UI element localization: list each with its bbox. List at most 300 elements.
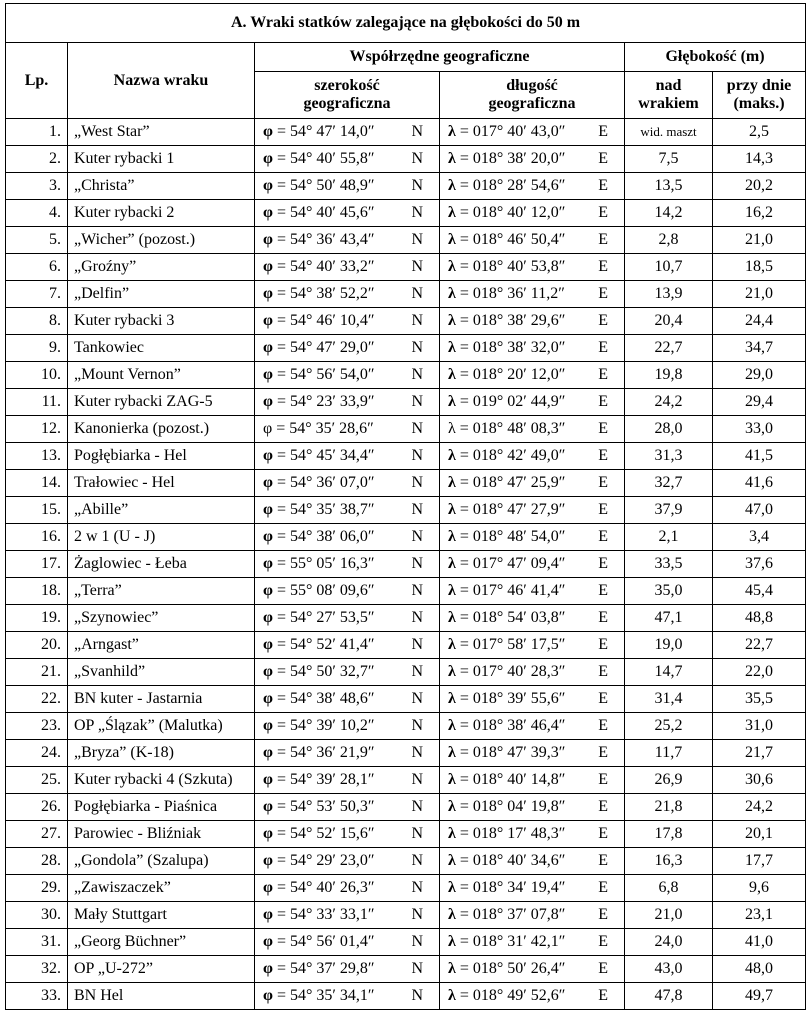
longitude-value: λ = 018° 28′ 54,6″ <box>448 177 566 194</box>
longitude-value: λ = 018° 37′ 07,8″ <box>448 906 566 923</box>
longitude-value: λ = 018° 34′ 19,4″ <box>448 879 566 896</box>
hemisphere-letter: E <box>598 582 608 599</box>
depth-at-bottom: 16,2 <box>713 200 806 227</box>
longitude-cell <box>440 443 625 470</box>
longitude-cell <box>440 497 625 524</box>
latitude-value: φ = 54° 53′ 50,3″ <box>263 798 375 815</box>
latitude-value: φ = 54° 47′ 14,0″ <box>263 123 375 140</box>
longitude-value: λ = 018° 42′ 49,0″ <box>448 447 566 464</box>
hemisphere-letter: N <box>411 960 423 977</box>
latitude-value: φ = 54° 46′ 10,4″ <box>263 312 375 329</box>
table-row <box>6 794 806 821</box>
depth-above-wreck: 10,7 <box>625 254 713 281</box>
hemisphere-letter: E <box>598 339 608 356</box>
table-title: A. Wraki statków zalegające na głębokości do 50 m <box>6 4 806 43</box>
row-number: 16. <box>6 524 68 551</box>
table-row <box>6 659 806 686</box>
hemisphere-letter: N <box>411 231 423 248</box>
table-row <box>6 416 806 443</box>
hemisphere-letter: E <box>598 879 608 896</box>
hemisphere-letter: N <box>411 312 423 329</box>
depth-at-bottom: 49,7 <box>713 983 806 1010</box>
latitude-value: φ = 54° 39′ 28,1″ <box>263 771 375 788</box>
latitude-cell <box>255 740 440 767</box>
longitude-value: λ = 018° 31′ 42,1″ <box>448 933 566 950</box>
depth-above-wreck: 14,7 <box>625 659 713 686</box>
latitude-value: φ = 54° 35′ 28,6″ <box>263 420 374 437</box>
hemisphere-letter: N <box>411 366 423 383</box>
hemisphere-letter: E <box>598 285 608 302</box>
wreck-name: Trałowiec - Hel <box>68 470 255 497</box>
depth-above-wreck: 26,9 <box>625 767 713 794</box>
hemisphere-letter: E <box>598 690 608 707</box>
latitude-cell <box>255 578 440 605</box>
row-number: 26. <box>6 794 68 821</box>
row-number: 14. <box>6 470 68 497</box>
wreck-name: „Abille” <box>68 497 255 524</box>
header-longitude: długość geograficzna <box>440 72 625 119</box>
table-row <box>6 983 806 1010</box>
header-depth: Głębokość (m) <box>625 43 806 72</box>
hemisphere-letter: E <box>598 312 608 329</box>
longitude-value: λ = 018° 47′ 39,3″ <box>448 744 566 761</box>
longitude-value: λ = 018° 38′ 20,0″ <box>448 150 566 167</box>
hemisphere-letter: N <box>411 933 423 950</box>
row-number: 3. <box>6 173 68 200</box>
depth-at-bottom: 2,5 <box>713 119 806 146</box>
wreck-name: Tankowiec <box>68 335 255 362</box>
row-number: 20. <box>6 632 68 659</box>
depth-above-wreck: 47,8 <box>625 983 713 1010</box>
latitude-cell <box>255 416 440 443</box>
latitude-value: φ = 54° 33′ 33,1″ <box>263 906 375 923</box>
wreck-name: OP „Ślązak” (Malutka) <box>68 713 255 740</box>
latitude-value: φ = 54° 56′ 01,4″ <box>263 933 375 950</box>
depth-at-bottom: 21,7 <box>713 740 806 767</box>
table-row <box>6 551 806 578</box>
header-at-bottom: przy dnie (maks.) <box>713 72 806 119</box>
wreck-name: Pogłębiarka - Piaśnica <box>68 794 255 821</box>
row-number: 4. <box>6 200 68 227</box>
wreck-name: „West Star” <box>68 119 255 146</box>
wreck-name: „Groźny” <box>68 254 255 281</box>
wreck-name: OP „U-272” <box>68 956 255 983</box>
wreck-name: „Delfin” <box>68 281 255 308</box>
hemisphere-letter: E <box>598 420 608 437</box>
depth-above-wreck: 17,8 <box>625 821 713 848</box>
wreck-name: „Mount Vernon” <box>68 362 255 389</box>
depth-at-bottom: 9,6 <box>713 875 806 902</box>
depth-at-bottom: 41,0 <box>713 929 806 956</box>
longitude-cell <box>440 200 625 227</box>
longitude-cell <box>440 794 625 821</box>
longitude-cell <box>440 227 625 254</box>
hemisphere-letter: N <box>411 663 423 680</box>
latitude-cell <box>255 119 440 146</box>
header-coords: Współrzędne geograficzne <box>255 43 625 72</box>
longitude-value: λ = 018° 47′ 25,9″ <box>448 474 566 491</box>
longitude-cell <box>440 173 625 200</box>
depth-at-bottom: 30,6 <box>713 767 806 794</box>
hemisphere-letter: E <box>598 852 608 869</box>
row-number: 21. <box>6 659 68 686</box>
latitude-cell <box>255 524 440 551</box>
row-number: 28. <box>6 848 68 875</box>
longitude-cell <box>440 956 625 983</box>
row-number: 10. <box>6 362 68 389</box>
depth-at-bottom: 18,5 <box>713 254 806 281</box>
longitude-cell <box>440 740 625 767</box>
depth-at-bottom: 29,4 <box>713 389 806 416</box>
longitude-cell <box>440 902 625 929</box>
row-number: 23. <box>6 713 68 740</box>
longitude-cell <box>440 578 625 605</box>
depth-above-wreck: wid. maszt <box>625 119 713 146</box>
latitude-value: φ = 54° 38′ 52,2″ <box>263 285 375 302</box>
hemisphere-letter: E <box>598 744 608 761</box>
latitude-value: φ = 54° 50′ 48,9″ <box>263 177 375 194</box>
depth-at-bottom: 22,0 <box>713 659 806 686</box>
longitude-cell <box>440 335 625 362</box>
depth-above-wreck: 21,8 <box>625 794 713 821</box>
table-row <box>6 308 806 335</box>
row-number: 29. <box>6 875 68 902</box>
document-page <box>5 3 806 1010</box>
hemisphere-letter: N <box>411 474 423 491</box>
hemisphere-letter: E <box>598 987 608 1004</box>
latitude-value: φ = 54° 37′ 29,8″ <box>263 960 375 977</box>
latitude-value: φ = 54° 40′ 45,6″ <box>263 204 375 221</box>
table-row <box>6 470 806 497</box>
latitude-value: φ = 54° 40′ 33,2″ <box>263 258 375 275</box>
latitude-cell <box>255 254 440 281</box>
wreck-name: „Zawiszaczek” <box>68 875 255 902</box>
latitude-value: φ = 54° 50′ 32,7″ <box>263 663 375 680</box>
hemisphere-letter: N <box>411 798 423 815</box>
header-lp: Lp. <box>6 43 68 119</box>
row-number: 31. <box>6 929 68 956</box>
longitude-value: λ = 018° 40′ 12,0″ <box>448 204 566 221</box>
hemisphere-letter: E <box>598 663 608 680</box>
latitude-value: φ = 54° 27′ 53,5″ <box>263 609 375 626</box>
latitude-value: φ = 54° 29′ 23,0″ <box>263 852 375 869</box>
latitude-value: φ = 54° 38′ 48,6″ <box>263 690 375 707</box>
row-number: 30. <box>6 902 68 929</box>
latitude-cell <box>255 389 440 416</box>
longitude-value: λ = 018° 20′ 12,0″ <box>448 366 566 383</box>
latitude-cell <box>255 281 440 308</box>
hemisphere-letter: N <box>411 987 423 1004</box>
row-number: 8. <box>6 308 68 335</box>
hemisphere-letter: E <box>598 393 608 410</box>
longitude-value: λ = 018° 50′ 26,4″ <box>448 960 566 977</box>
latitude-cell <box>255 497 440 524</box>
table-row <box>6 767 806 794</box>
wreck-name: „Gondola” (Szalupa) <box>68 848 255 875</box>
depth-above-wreck: 32,7 <box>625 470 713 497</box>
latitude-value: φ = 54° 36′ 21,9″ <box>263 744 375 761</box>
longitude-value: λ = 018° 40′ 14,8″ <box>448 771 566 788</box>
longitude-cell <box>440 848 625 875</box>
longitude-value: λ = 018° 48′ 08,3″ <box>448 420 566 437</box>
row-number: 17. <box>6 551 68 578</box>
table-row <box>6 335 806 362</box>
wreck-name: „Bryza” (K-18) <box>68 740 255 767</box>
depth-at-bottom: 34,7 <box>713 335 806 362</box>
row-number: 18. <box>6 578 68 605</box>
row-number: 33. <box>6 983 68 1010</box>
hemisphere-letter: N <box>411 825 423 842</box>
hemisphere-letter: N <box>411 879 423 896</box>
row-number: 2. <box>6 146 68 173</box>
hemisphere-letter: E <box>598 960 608 977</box>
latitude-cell <box>255 659 440 686</box>
depth-above-wreck: 37,9 <box>625 497 713 524</box>
row-number: 25. <box>6 767 68 794</box>
longitude-value: λ = 018° 39′ 55,6″ <box>448 690 566 707</box>
longitude-value: λ = 018° 46′ 50,4″ <box>448 231 566 248</box>
depth-at-bottom: 14,3 <box>713 146 806 173</box>
hemisphere-letter: E <box>598 204 608 221</box>
table-row <box>6 632 806 659</box>
wreck-name: Kuter rybacki 2 <box>68 200 255 227</box>
longitude-value: λ = 017° 46′ 41,4″ <box>448 582 566 599</box>
depth-at-bottom: 31,0 <box>713 713 806 740</box>
latitude-cell <box>255 443 440 470</box>
hemisphere-letter: N <box>411 258 423 275</box>
wreck-name: Kuter rybacki ZAG-5 <box>68 389 255 416</box>
depth-at-bottom: 22,7 <box>713 632 806 659</box>
row-number: 32. <box>6 956 68 983</box>
depth-above-wreck: 20,4 <box>625 308 713 335</box>
table-row <box>6 902 806 929</box>
latitude-cell <box>255 767 440 794</box>
header-latitude: szerokość geograficzna <box>255 72 440 119</box>
longitude-value: λ = 018° 38′ 46,4″ <box>448 717 566 734</box>
latitude-cell <box>255 983 440 1010</box>
depth-at-bottom: 48,0 <box>713 956 806 983</box>
wreck-name: „Szynowiec” <box>68 605 255 632</box>
depth-above-wreck: 7,5 <box>625 146 713 173</box>
depth-at-bottom: 37,6 <box>713 551 806 578</box>
depth-above-wreck: 24,2 <box>625 389 713 416</box>
latitude-value: φ = 54° 45′ 34,4″ <box>263 447 375 464</box>
latitude-cell <box>255 146 440 173</box>
depth-at-bottom: 24,4 <box>713 308 806 335</box>
row-number: 1. <box>6 119 68 146</box>
depth-above-wreck: 16,3 <box>625 848 713 875</box>
hemisphere-letter: E <box>598 609 608 626</box>
header-name: Nazwa wraku <box>68 43 255 119</box>
table-row <box>6 740 806 767</box>
table-row <box>6 362 806 389</box>
depth-above-wreck: 19,0 <box>625 632 713 659</box>
latitude-value: φ = 54° 35′ 38,7″ <box>263 501 375 518</box>
table-row <box>6 227 806 254</box>
table-row <box>6 281 806 308</box>
row-number: 7. <box>6 281 68 308</box>
latitude-value: φ = 54° 52′ 15,6″ <box>263 825 375 842</box>
hemisphere-letter: E <box>598 447 608 464</box>
wreck-name: „Christa” <box>68 173 255 200</box>
latitude-cell <box>255 632 440 659</box>
table-row <box>6 389 806 416</box>
hemisphere-letter: N <box>411 150 423 167</box>
row-number: 15. <box>6 497 68 524</box>
hemisphere-letter: N <box>411 285 423 302</box>
latitude-value: φ = 54° 35′ 34,1″ <box>263 987 375 1004</box>
wreck-name: BN kuter - Jastarnia <box>68 686 255 713</box>
longitude-cell <box>440 389 625 416</box>
longitude-cell <box>440 146 625 173</box>
longitude-value: λ = 018° 49′ 52,6″ <box>448 987 566 1004</box>
wreck-name: „Arngast” <box>68 632 255 659</box>
wreck-name: „Terra” <box>68 578 255 605</box>
latitude-value: φ = 54° 40′ 55,8″ <box>263 150 375 167</box>
longitude-value: λ = 017° 47′ 09,4″ <box>448 555 566 572</box>
depth-above-wreck: 47,1 <box>625 605 713 632</box>
longitude-value: λ = 018° 47′ 27,9″ <box>448 501 566 518</box>
depth-at-bottom: 17,7 <box>713 848 806 875</box>
hemisphere-letter: N <box>411 555 423 572</box>
table-row <box>6 497 806 524</box>
wreck-name: Kuter rybacki 4 (Szkuta) <box>68 767 255 794</box>
row-number: 9. <box>6 335 68 362</box>
latitude-value: φ = 54° 36′ 07,0″ <box>263 474 375 491</box>
longitude-value: λ = 018° 54′ 03,8″ <box>448 609 566 626</box>
longitude-cell <box>440 659 625 686</box>
hemisphere-letter: N <box>411 717 423 734</box>
hemisphere-letter: N <box>411 771 423 788</box>
depth-at-bottom: 21,0 <box>713 227 806 254</box>
latitude-value: φ = 54° 40′ 26,3″ <box>263 879 375 896</box>
longitude-value: λ = 018° 48′ 54,0″ <box>448 528 566 545</box>
table-row <box>6 173 806 200</box>
longitude-value: λ = 019° 02′ 44,9″ <box>448 393 566 410</box>
depth-at-bottom: 41,6 <box>713 470 806 497</box>
table-row <box>6 578 806 605</box>
depth-at-bottom: 35,5 <box>713 686 806 713</box>
depth-above-wreck: 31,4 <box>625 686 713 713</box>
row-number: 13. <box>6 443 68 470</box>
hemisphere-letter: N <box>411 609 423 626</box>
table-row <box>6 146 806 173</box>
longitude-value: λ = 018° 38′ 29,6″ <box>448 312 566 329</box>
hemisphere-letter: N <box>411 906 423 923</box>
depth-above-wreck: 24,0 <box>625 929 713 956</box>
row-number: 5. <box>6 227 68 254</box>
depth-at-bottom: 29,0 <box>713 362 806 389</box>
hemisphere-letter: E <box>598 123 608 140</box>
table-row <box>6 254 806 281</box>
longitude-cell <box>440 281 625 308</box>
hemisphere-letter: E <box>598 771 608 788</box>
wreck-name: Mały Stuttgart <box>68 902 255 929</box>
row-number: 12. <box>6 416 68 443</box>
latitude-cell <box>255 929 440 956</box>
wreck-name: Kuter rybacki 1 <box>68 146 255 173</box>
depth-above-wreck: 35,0 <box>625 578 713 605</box>
latitude-value: φ = 54° 47′ 29,0″ <box>263 339 375 356</box>
longitude-value: λ = 018° 38′ 32,0″ <box>448 339 566 356</box>
hemisphere-letter: N <box>411 528 423 545</box>
wreck-name: Kanonierka (pozost.) <box>68 416 255 443</box>
row-number: 19. <box>6 605 68 632</box>
depth-at-bottom: 20,1 <box>713 821 806 848</box>
depth-at-bottom: 48,8 <box>713 605 806 632</box>
longitude-value: λ = 017° 40′ 43,0″ <box>448 123 566 140</box>
latitude-value: φ = 54° 38′ 06,0″ <box>263 528 375 545</box>
longitude-cell <box>440 605 625 632</box>
longitude-cell <box>440 551 625 578</box>
longitude-cell <box>440 632 625 659</box>
latitude-cell <box>255 956 440 983</box>
hemisphere-letter: N <box>411 582 423 599</box>
depth-above-wreck: 28,0 <box>625 416 713 443</box>
latitude-cell <box>255 902 440 929</box>
longitude-cell <box>440 686 625 713</box>
longitude-value: λ = 017° 58′ 17,5″ <box>448 636 566 653</box>
longitude-cell <box>440 713 625 740</box>
latitude-cell <box>255 227 440 254</box>
longitude-cell <box>440 929 625 956</box>
longitude-cell <box>440 821 625 848</box>
table-row <box>6 524 806 551</box>
longitude-cell <box>440 416 625 443</box>
latitude-value: φ = 54° 36′ 43,4″ <box>263 231 375 248</box>
table-row <box>6 605 806 632</box>
table-row <box>6 713 806 740</box>
hemisphere-letter: N <box>411 501 423 518</box>
depth-above-wreck: 13,5 <box>625 173 713 200</box>
hemisphere-letter: N <box>411 393 423 410</box>
depth-above-wreck: 19,8 <box>625 362 713 389</box>
wreck-name: Parowiec - Bliźniak <box>68 821 255 848</box>
depth-above-wreck: 31,3 <box>625 443 713 470</box>
latitude-cell <box>255 605 440 632</box>
longitude-cell <box>440 119 625 146</box>
hemisphere-letter: E <box>598 528 608 545</box>
hemisphere-letter: E <box>598 474 608 491</box>
table-row <box>6 686 806 713</box>
longitude-cell <box>440 308 625 335</box>
hemisphere-letter: E <box>598 150 608 167</box>
longitude-value: λ = 018° 17′ 48,3″ <box>448 825 566 842</box>
row-number: 11. <box>6 389 68 416</box>
hemisphere-letter: E <box>598 231 608 248</box>
longitude-cell <box>440 254 625 281</box>
longitude-value: λ = 018° 36′ 11,2″ <box>448 285 565 302</box>
longitude-value: λ = 018° 40′ 34,6″ <box>448 852 566 869</box>
row-number: 6. <box>6 254 68 281</box>
longitude-cell <box>440 362 625 389</box>
table-row <box>6 875 806 902</box>
wreck-name: 2 w 1 (U - J) <box>68 524 255 551</box>
latitude-cell <box>255 335 440 362</box>
wreck-name: „Wicher” (pozost.) <box>68 227 255 254</box>
longitude-value: λ = 018° 04′ 19,8″ <box>448 798 566 815</box>
table-body <box>6 119 806 1010</box>
longitude-value: λ = 018° 40′ 53,8″ <box>448 258 566 275</box>
table-row <box>6 848 806 875</box>
depth-above-wreck: 43,0 <box>625 956 713 983</box>
depth-at-bottom: 3,4 <box>713 524 806 551</box>
wreck-name: Kuter rybacki 3 <box>68 308 255 335</box>
latitude-cell <box>255 794 440 821</box>
longitude-cell <box>440 767 625 794</box>
latitude-cell <box>255 713 440 740</box>
wreck-name: Pogłębiarka - Hel <box>68 443 255 470</box>
